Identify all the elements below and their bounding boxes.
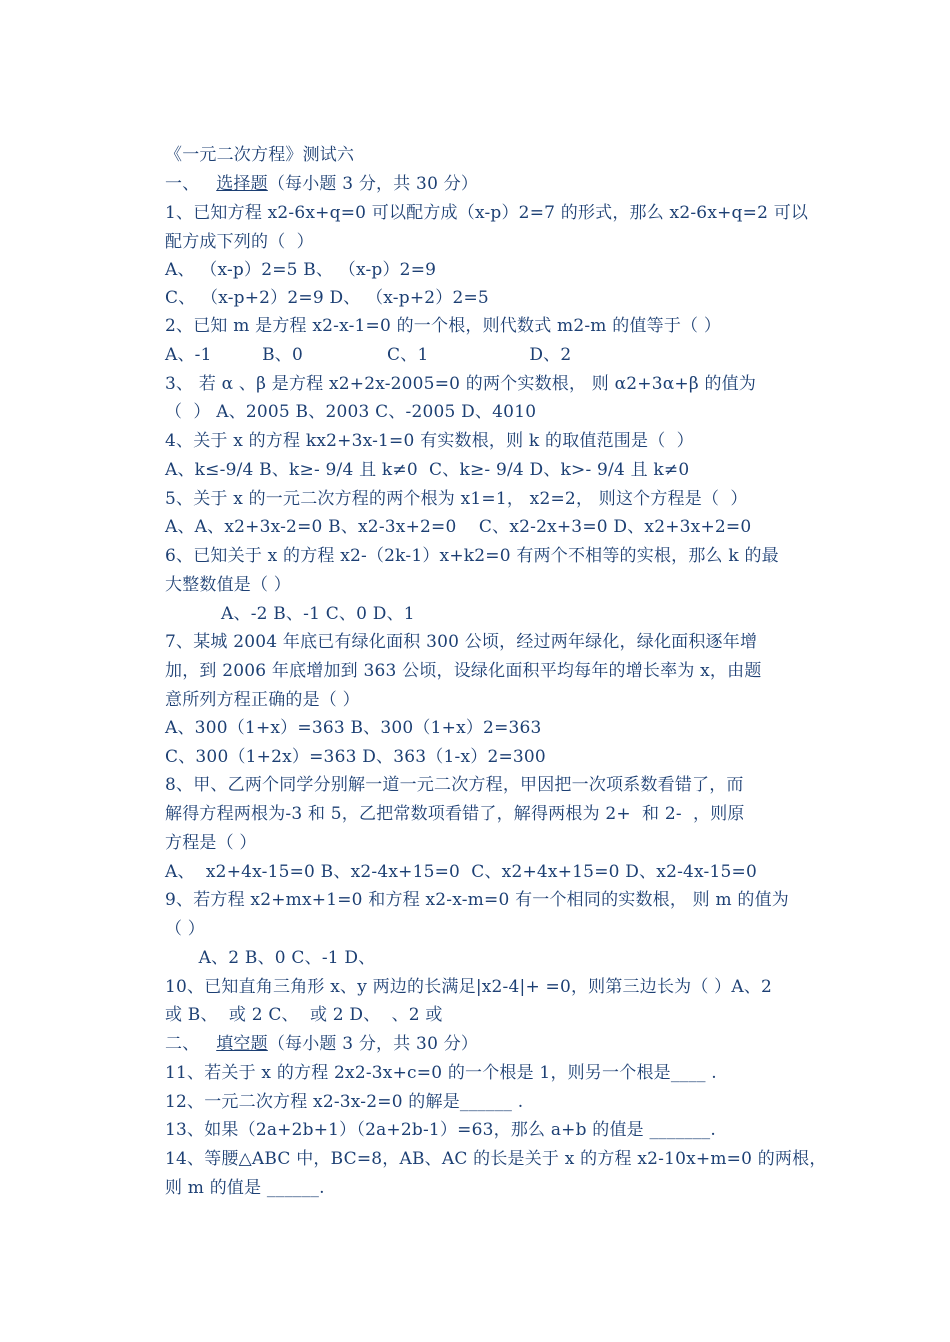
text-line: A、k≤-9/4 B、k≥- 9/4 且 k≠0 C、k≥- 9/4 D、k>- 9/4 且 k≠0 (165, 460, 690, 480)
text-line: 3、 若 α 、β 是方程 x2+2x-2005=0 的两个实数根， 则 α2+3α+β 的值为 (165, 374, 757, 394)
text-line: （ ） (165, 919, 206, 939)
text-line: 大整数值是（ ） (165, 575, 292, 595)
section-name: 选择题 (216, 174, 268, 194)
text-line: 2、已知 m 是方程 x2-x-1=0 的一个根，则代数式 m2-m 的值等于（ ） (165, 316, 722, 336)
text-line: 10、已知直角三角形 x、y 两边的长满足|x2-4|+ =0，则第三边长为（ ）A、2 (165, 977, 773, 997)
text-line: A、-1 B、0 C、1 D、2 (165, 345, 572, 365)
text-line: 解得方程两根为-3 和 5，乙把常数项看错了，解得两根为 2+ 和 2- ，则原 (165, 804, 745, 824)
document-title: 《一元二次方程》测试六 (165, 145, 355, 165)
text-line: 13、如果（2a+2b+1）（2a+2b-1）=63，那么 a+b 的值是 _______. (165, 1120, 716, 1140)
section-note: （每小题 3 分，共 30 分） (267, 1034, 479, 1054)
text-line: 6、已知关于 x 的方程 x2-（2k-1）x+k2=0 有两个不相等的实根，那么 k 的最 (165, 546, 779, 566)
text-line: 1、已知方程 x2-6x+q=0 可以配方成（x-p）2=7 的形式，那么 x2-6x+q=2 可以 (165, 203, 809, 223)
text-line: A、300（1+x）=363 B、300（1+x）2=363 (165, 718, 542, 738)
section-number: 二、 (165, 1034, 200, 1054)
section-number: 一、 (165, 174, 200, 194)
text-line: 11、若关于 x 的方程 2x2-3x+c=0 的一个根是 1，则另一个根是____ . (165, 1063, 717, 1083)
text-line: 配方成下列的（ ） (165, 232, 314, 252)
text-line: 9、若方程 x2+mx+1=0 和方程 x2-x-m=0 有一个相同的实数根， 则 m 的值为 (165, 890, 789, 910)
text-line: A、 x2+4x-15=0 B、x2-4x+15=0 C、x2+4x+15=0 D、x2-4x-15=0 (165, 862, 757, 882)
text-line: A、A、x2+3x-2=0 B、x2-3x+2=0 C、x2-2x+3=0 D、x2+3x+2=0 (165, 517, 752, 537)
section-note: （每小题 3 分，共 30 分） (267, 174, 479, 194)
text-line: C、300（1+2x）=363 D、363（1-x）2=300 (165, 747, 546, 767)
text-line: C、 （x-p+2）2=9 D、 （x-p+2）2=5 (165, 288, 489, 308)
text-line: （ ） A、2005 B、2003 C、-2005 D、4010 (165, 402, 537, 422)
text-line: A、-2 B、-1 C、0 D、1 (165, 604, 415, 624)
text-line: 8、甲、乙两个同学分别解一道一元二次方程，甲因把一次项系数看错了，而 (165, 775, 744, 795)
text-line: A、 （x-p）2=5 B、 （x-p）2=9 (165, 260, 437, 280)
text-line: 方程是（ ） (165, 833, 257, 853)
text-line: 5、关于 x 的一元二次方程的两个根为 x1=1， x2=2， 则这个方程是（ ） (165, 489, 748, 509)
text-line: 或 B、 或 2 C、 或 2 D、 、2 或 (165, 1005, 443, 1025)
text-line: 14、等腰△ABC 中，BC=8，AB、AC 的长是关于 x 的方程 x2-10x+m=0 的两根， (165, 1149, 827, 1169)
section-name: 填空题 (216, 1034, 268, 1054)
section-heading-fill (165, 1033, 478, 1055)
text-line: 12、一元二次方程 x2-3x-2=0 的解是______ . (165, 1092, 524, 1112)
text-line: 则 m 的值是 ______. (165, 1178, 325, 1198)
text-line: A、2 B、0 C、-1 D、 (165, 948, 376, 968)
section-heading-choice (165, 173, 478, 195)
text-line: 7、某城 2004 年底已有绿化面积 300 公顷，经过两年绿化，绿化面积逐年增 (165, 632, 758, 652)
text-line: 意所列方程正确的是（ ） (165, 690, 360, 710)
text-line: 4、关于 x 的方程 kx2+3x-1=0 有实数根，则 k 的取值范围是（ ） (165, 431, 694, 451)
text-line: 加，到 2006 年底增加到 363 公顷，设绿化面积平均每年的增长率为 x，由题 (165, 661, 762, 681)
